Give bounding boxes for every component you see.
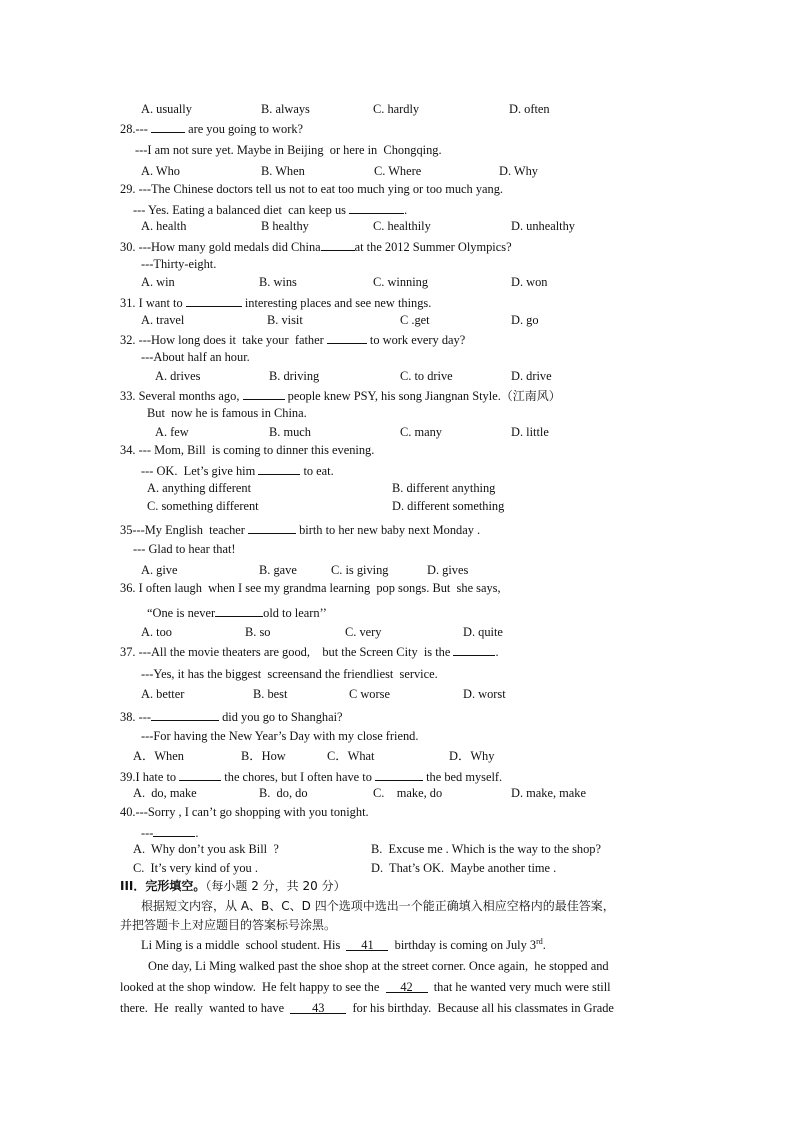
- q32-blank[interactable]: [327, 331, 367, 344]
- q34-option-c[interactable]: C. something different: [147, 499, 259, 513]
- q40-line2: --- .: [141, 826, 199, 840]
- q32-option-c[interactable]: C. to drive: [400, 369, 453, 383]
- q35-option-a[interactable]: A. give: [141, 563, 178, 577]
- q39-option-d[interactable]: D. make, make: [511, 786, 587, 800]
- q31-option-c[interactable]: C .get: [400, 313, 430, 327]
- q30-reply: ---Thirty-eight.: [141, 257, 217, 271]
- q28-option-d[interactable]: D. Why: [499, 164, 539, 178]
- q39-stem: 39.I hate to the chores, but I often have to the bed myself.: [120, 770, 503, 784]
- passage-line-4: there. He really wanted to have 43 for his birthday. Because all his classmates in Grade: [120, 1001, 614, 1015]
- q33-option-a[interactable]: A. few: [155, 425, 189, 439]
- q36-option-c[interactable]: C. very: [345, 625, 382, 639]
- q29-option-d[interactable]: D. unhealthy: [511, 219, 576, 233]
- passage-blank-42[interactable]: 42: [386, 980, 428, 993]
- q38-reply: ---For having the New Year’s Day with my close friend.: [141, 729, 419, 743]
- q34-option-d[interactable]: D. different something: [392, 499, 505, 513]
- q32-option-b[interactable]: B. driving: [269, 369, 320, 383]
- q40-option-a[interactable]: A. Why don’t you ask Bill ?: [133, 842, 279, 856]
- q36-line2: “One is never old to learn’’: [147, 606, 327, 620]
- q34-option-b[interactable]: B. different anything: [392, 481, 496, 495]
- q37-option-c[interactable]: C worse: [349, 687, 390, 701]
- passage-blank-41[interactable]: 41: [346, 938, 388, 951]
- q35-option-b[interactable]: B. gave: [259, 563, 297, 577]
- q29-line2: --- Yes. Eating a balanced diet can keep us .: [133, 203, 408, 217]
- q28-blank[interactable]: [151, 120, 185, 133]
- q36-stem: 36. I often laugh when I see my grandma learning pop songs. But she says,: [120, 581, 501, 595]
- q32-option-a[interactable]: A. drives: [155, 369, 201, 383]
- q32-reply: ---About half an hour.: [141, 350, 250, 364]
- q28-reply: ---I am not sure yet. Maybe in Beijing or here in Chongqing.: [135, 143, 442, 157]
- section-instruction-2: 并把答题卡上对应题目的答案标号涂黑。: [120, 918, 337, 932]
- q38-stem: 38. --- did you go to Shanghai?: [120, 710, 343, 724]
- q28-option-b[interactable]: B. When: [261, 164, 305, 178]
- q29-blank[interactable]: [349, 201, 404, 214]
- q38-option-a[interactable]: A．When: [133, 749, 184, 763]
- q33-option-c[interactable]: C. many: [400, 425, 442, 439]
- q32-option-d[interactable]: D. drive: [511, 369, 552, 383]
- section-heading: [120, 879, 346, 894]
- q28-stem: 28.--- are you going to work?: [120, 122, 304, 136]
- q28-option-a[interactable]: A. Who: [141, 164, 181, 178]
- q33-line2: But now he is famous in China.: [147, 406, 307, 420]
- q30-option-a[interactable]: A. win: [141, 275, 175, 289]
- q36-option-b[interactable]: B. so: [245, 625, 271, 639]
- q33-stem: 33. Several months ago, people knew PSY, his song Jiangnan Style.（江南风）: [120, 389, 561, 403]
- q33-option-b[interactable]: B. much: [269, 425, 311, 439]
- q27-option-c[interactable]: C. hardly: [373, 102, 420, 116]
- q33-option-d[interactable]: D. little: [511, 425, 549, 439]
- q30-option-c[interactable]: C. winning: [373, 275, 429, 289]
- passage-line-3: looked at the shop window. He felt happy to see the 42 that he wanted very much were still: [120, 980, 611, 994]
- q37-blank[interactable]: [453, 643, 495, 656]
- q34-option-a[interactable]: A. anything different: [147, 481, 252, 495]
- q39-blank-1[interactable]: [179, 768, 221, 781]
- q35-reply: --- Glad to hear that!: [133, 542, 236, 556]
- q31-option-a[interactable]: A. travel: [141, 313, 185, 327]
- q40-option-b[interactable]: B. Excuse me . Which is the way to the shop?: [371, 842, 601, 856]
- q32-stem: 32. ---How long does it take your father to work every day?: [120, 333, 466, 347]
- q35-option-d[interactable]: D. gives: [427, 563, 469, 577]
- q37-option-d[interactable]: D. worst: [463, 687, 506, 701]
- q40-blank[interactable]: [153, 824, 195, 837]
- q30-option-d[interactable]: D. won: [511, 275, 548, 289]
- q27-option-a[interactable]: A. usually: [141, 102, 192, 116]
- q27-option-b[interactable]: B. always: [261, 102, 310, 116]
- q38-option-b[interactable]: B．How: [241, 749, 286, 763]
- q39-option-c[interactable]: C. make, do: [373, 786, 443, 800]
- q38-option-c[interactable]: C．What: [327, 749, 375, 763]
- section-note: （每小题 2 分，共 20 分）: [205, 879, 346, 893]
- q29-option-a[interactable]: A. health: [141, 219, 187, 233]
- q31-blank[interactable]: [186, 294, 242, 307]
- q37-reply: ---Yes, it has the biggest screensand the friendliest service.: [141, 667, 438, 681]
- q35-option-c[interactable]: C. is giving: [331, 563, 389, 577]
- q30-stem: 30. ---How many gold medals did China at the 2012 Summer Olympics?: [120, 240, 512, 254]
- q29-option-b[interactable]: B healthy: [261, 219, 309, 233]
- passage-line-2: One day, Li Ming walked past the shoe shop at the street corner. Once again, he stopped and: [148, 959, 609, 973]
- q39-blank-2[interactable]: [375, 768, 423, 781]
- q40-stem: 40.---Sorry , I can’t go shopping with you tonight.: [120, 805, 369, 819]
- passage-blank-43[interactable]: 43: [290, 1001, 346, 1014]
- q38-blank[interactable]: [151, 708, 219, 721]
- q40-option-d[interactable]: D. That’s OK. Maybe another time .: [371, 861, 557, 875]
- q28-option-c[interactable]: C. Where: [374, 164, 422, 178]
- q35-blank[interactable]: [248, 521, 296, 534]
- q36-option-a[interactable]: A. too: [141, 625, 172, 639]
- q35-stem: 35---My English teacher birth to her new baby next Monday .: [120, 523, 481, 537]
- q39-option-a[interactable]: A. do, make: [133, 786, 197, 800]
- q37-option-b[interactable]: B. best: [253, 687, 288, 701]
- q29-option-c[interactable]: C. healthily: [373, 219, 431, 233]
- q34-stem: 34. --- Mom, Bill is coming to dinner this evening.: [120, 443, 375, 457]
- q38-option-d[interactable]: D．Why: [449, 749, 495, 763]
- section-title: III．完形填空。: [120, 879, 206, 893]
- q37-option-a[interactable]: A. better: [141, 687, 185, 701]
- q36-option-d[interactable]: D. quite: [463, 625, 503, 639]
- passage-line-1: Li Ming is a middle school student. His 41 birthday is coming on July 3rd.: [141, 936, 546, 952]
- q31-option-b[interactable]: B. visit: [267, 313, 303, 327]
- q34-line2: --- OK. Let’s give him to eat.: [141, 464, 334, 478]
- q30-option-b[interactable]: B. wins: [259, 275, 297, 289]
- section-instruction-1: 根据短文内容，从 A、B、C、D 四个选项中选出一个能正确填入相应空格内的最佳答案，: [141, 899, 615, 913]
- q39-option-b[interactable]: B. do, do: [259, 786, 308, 800]
- q37-stem: 37. ---All the movie theaters are good, but the Screen City is the .: [120, 645, 499, 659]
- q36-blank[interactable]: [215, 604, 263, 617]
- q31-stem: 31. I want to interesting places and see new things.: [120, 296, 432, 310]
- q27-option-d[interactable]: D. often: [509, 102, 550, 116]
- q29-stem: 29. ---The Chinese doctors tell us not to eat too much ying or too much yang.: [120, 182, 504, 196]
- q34-blank[interactable]: [258, 462, 300, 475]
- q30-blank[interactable]: [321, 238, 355, 251]
- q33-blank[interactable]: [243, 387, 285, 400]
- q40-option-c[interactable]: C. It’s very kind of you .: [133, 861, 258, 875]
- q31-option-d[interactable]: D. go: [511, 313, 539, 327]
